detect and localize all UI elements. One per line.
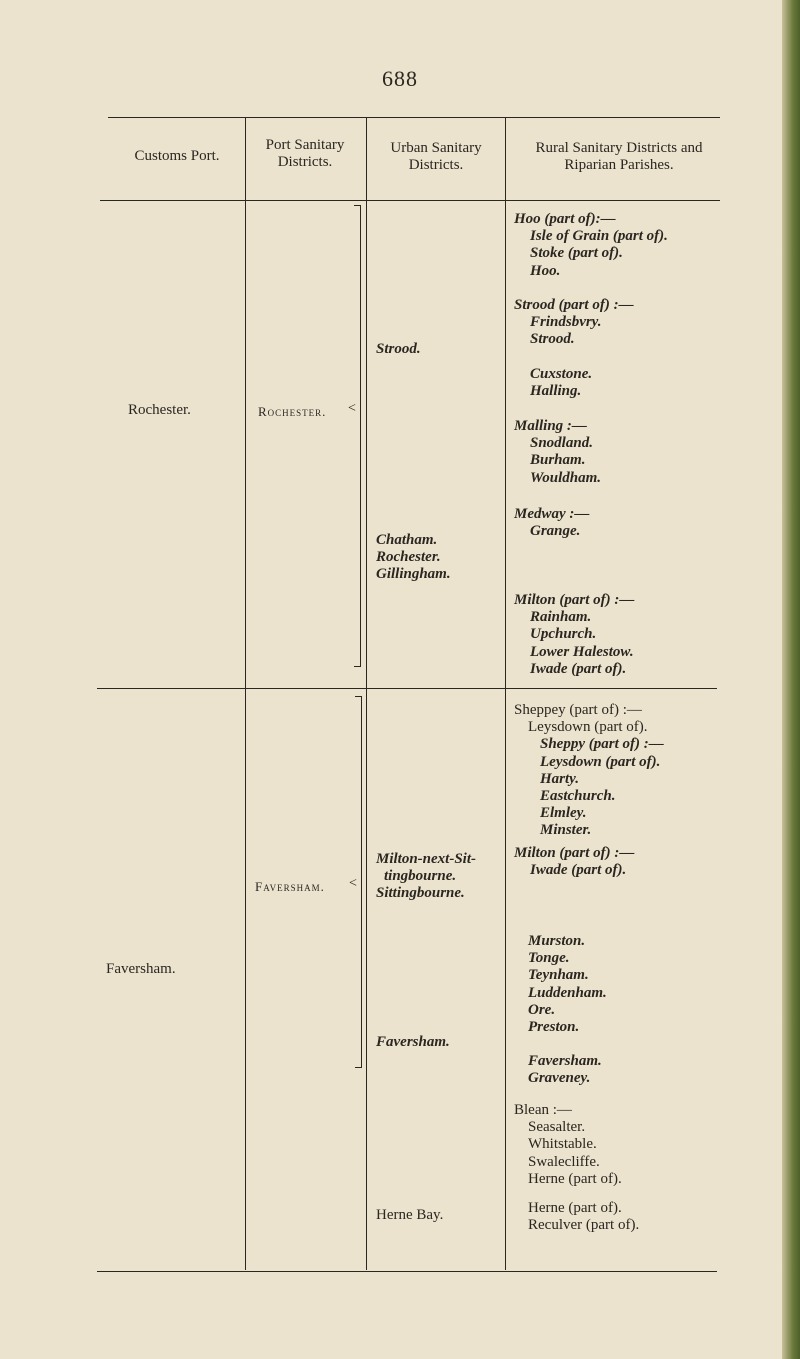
rural-luddenham: Luddenham.: [528, 984, 607, 1001]
header-urban-sanitary: Urban Sanitary Districts.: [390, 140, 482, 173]
rural-whitstable: Whitstable.: [528, 1136, 597, 1153]
rural-hoo: Hoo.: [530, 262, 561, 279]
rural-upchurch: Upchurch.: [530, 626, 597, 643]
rural-minster: Minster.: [540, 822, 592, 839]
header-bottom-rule: [100, 200, 720, 201]
rural-murston-group: [528, 933, 607, 1036]
rural-faversham-group: [528, 1053, 602, 1087]
rural-strood-heading: Strood (part of) :—: [514, 297, 634, 313]
rural-cuxstone-group: [530, 366, 592, 400]
rural-blean-heading: Blean :—: [514, 1102, 572, 1118]
port-sanitary-faversham: Faversham.: [255, 879, 325, 894]
rural-snodland: Snodland.: [530, 435, 593, 452]
rochester-brace: [354, 205, 361, 667]
rural-iwade-faversham: Iwade (part of).: [530, 862, 627, 879]
rural-faversham: Faversham.: [528, 1053, 602, 1069]
rural-strood-group: [514, 297, 634, 349]
header-port-sanitary: Port Sanitary Districts.: [265, 137, 345, 170]
rural-iwade: Iwade (part of).: [530, 660, 627, 677]
rural-hoo-heading: [514, 211, 668, 228]
rural-milton-group: [514, 592, 634, 678]
rural-teynham: Teynham.: [528, 967, 589, 984]
table-bottom-rule: [97, 1271, 717, 1272]
faversham-brace-point: <: [349, 876, 357, 891]
rural-milton-faversham-group: [514, 845, 634, 879]
rural-sheppy-heading: Sheppy (part of) :—: [540, 736, 664, 753]
rural-leysdown-2: Leysdown (part of).: [540, 753, 661, 770]
urban-herne-bay: Herne Bay.: [376, 1207, 444, 1223]
rural-murston: Murston.: [528, 933, 586, 949]
rural-eastchurch: Eastchurch.: [540, 788, 616, 805]
rural-isle-of-grain: Isle of Grain (part of).: [530, 228, 668, 245]
rural-hoo-heading-text: Hoo (part of):—: [514, 211, 616, 227]
rural-tonge: Tonge.: [528, 950, 570, 967]
rural-malling-group: [514, 418, 601, 487]
rural-cuxstone: Cuxstone.: [530, 366, 593, 382]
rural-graveney: Graveney.: [528, 1070, 591, 1087]
urban-gillingham: Gillingham.: [376, 566, 451, 583]
rural-preston: Preston.: [528, 1019, 580, 1036]
rural-reculver: Reculver (part of).: [528, 1217, 640, 1234]
urban-tingbourne: tingbourne.: [384, 868, 457, 885]
rural-milton-heading: Milton (part of) :—: [514, 592, 635, 608]
page-number: 688: [382, 66, 418, 91]
rural-halling: Halling.: [530, 383, 582, 400]
rural-rainham: Rainham.: [530, 609, 592, 626]
customs-port-faversham: Faversham.: [106, 961, 176, 977]
rural-elmley: Elmley.: [540, 805, 587, 822]
rural-leysdown-1: Leysdown (part of).: [528, 719, 648, 736]
rural-blean-group: [514, 1102, 622, 1188]
rural-sheppey-group: [514, 702, 664, 840]
rural-milton-faversham-heading-text: Milton (part of) :—: [514, 845, 635, 861]
rural-grange: Grange.: [530, 523, 581, 540]
header-rural-sanitary: Rural Sanitary Districts and Riparian Parishes.: [535, 140, 703, 173]
page-edge: [782, 0, 800, 1359]
urban-faversham: Faversham.: [376, 1034, 450, 1050]
rural-medway-heading: Medway :—: [514, 506, 590, 522]
rural-herne-2: Herne (part of).: [528, 1200, 622, 1216]
rural-seasalter: Seasalter.: [528, 1119, 586, 1136]
rochester-brace-point: <: [348, 401, 356, 416]
port-sanitary-rochester: Rochester.: [258, 404, 327, 419]
rural-swalecliffe: Swalecliffe.: [528, 1153, 600, 1170]
header-customs-port: Customs Port.: [134, 148, 220, 164]
urban-strood: Strood.: [376, 341, 421, 357]
rural-strood: Strood.: [530, 331, 575, 348]
table-top-rule: [108, 117, 720, 118]
rural-harty: Harty.: [540, 770, 580, 787]
rural-malling-heading: Malling :—: [514, 418, 587, 434]
rural-ore: Ore.: [528, 1001, 556, 1018]
urban-rochester: Rochester.: [376, 549, 441, 566]
rural-herne-1: Herne (part of).: [528, 1170, 622, 1187]
rural-wouldham: Wouldham.: [530, 469, 601, 486]
section-divider-rule: [97, 688, 717, 689]
column-rule-2: [366, 118, 367, 1270]
urban-chatham: Chatham.: [376, 532, 438, 548]
rural-herne-group: [528, 1200, 639, 1234]
urban-sittingbourne-group: [376, 851, 476, 903]
rural-frindsbury: Frindsbvry.: [530, 314, 602, 331]
urban-sittingbourne: Sittingbourne.: [376, 885, 465, 902]
column-rule-1: [245, 118, 246, 1270]
urban-milton-next-sit: Milton-next-Sit-: [376, 851, 477, 867]
rural-burham: Burham.: [530, 452, 586, 469]
rural-sheppey-heading: Sheppey (part of) :—: [514, 702, 642, 718]
rural-milton-faversham-heading: [514, 845, 634, 862]
rural-stoke: Stoke (part of).: [530, 245, 623, 262]
rural-medway-group: [514, 506, 589, 540]
urban-rochester-group: [376, 532, 451, 584]
rural-hoo-group: [514, 211, 668, 280]
column-rule-3: [505, 118, 506, 1270]
rural-lower-halestow: Lower Halestow.: [530, 643, 634, 660]
customs-port-rochester: Rochester.: [128, 402, 191, 418]
